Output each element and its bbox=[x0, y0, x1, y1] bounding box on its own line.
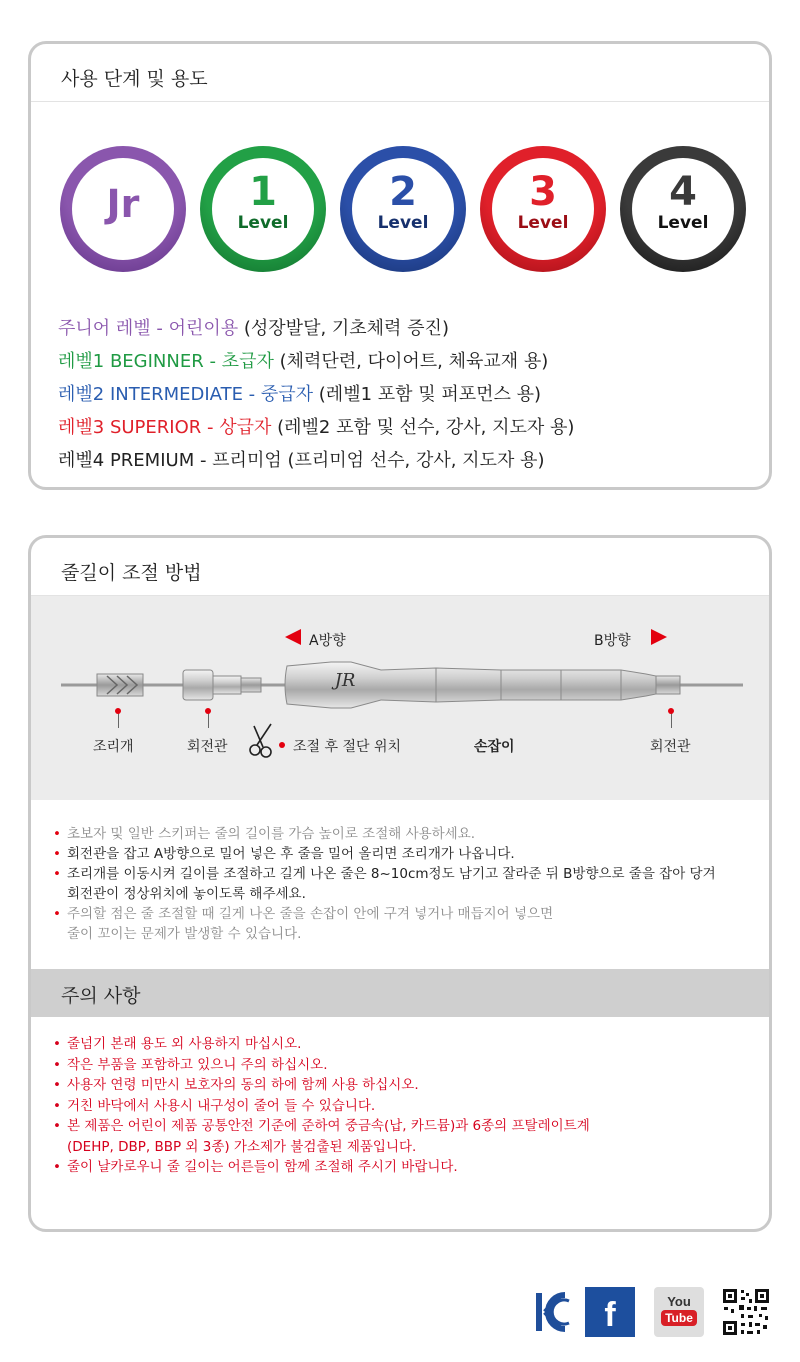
warning-item: (DEHP, DBP, BBP 외 3종) 가소제가 불검출된 제품입니다. bbox=[67, 1138, 417, 1155]
warning-item: • 거친 바닥에서 사용시 내구성이 줄어 들 수 있습니다. bbox=[53, 1096, 590, 1117]
badge-number: 2 bbox=[389, 169, 417, 215]
cut-position-label: 조절 후 절단 위치 bbox=[293, 739, 402, 755]
swivel-left-marker bbox=[205, 708, 211, 714]
swivel-left-label: 회전관 bbox=[187, 739, 228, 755]
level-desc-line bbox=[58, 444, 574, 477]
level-badges bbox=[57, 119, 747, 269]
badge-arc-path-text: Intermediate bbox=[363, 227, 443, 257]
stopper-part bbox=[97, 674, 143, 696]
warnings-title: 주의 사항 bbox=[31, 969, 769, 1017]
badge-level-text: Level bbox=[377, 213, 429, 233]
badge-arc bbox=[480, 146, 606, 272]
handle-logo: JR bbox=[334, 670, 356, 691]
badge-number: 3 bbox=[529, 169, 557, 215]
level-badge bbox=[200, 146, 326, 272]
length-title: 줄길이 조절 방법 bbox=[31, 538, 769, 596]
badge-number: 1 bbox=[249, 169, 277, 215]
level-badge bbox=[620, 146, 746, 272]
level-desc-label: 레벨4 PREMIUM - 프리미엄 bbox=[58, 450, 282, 471]
adjust-note: • 초보자 및 일반 스키퍼는 줄의 길이를 가슴 높이로 조절해 사용하세요. bbox=[53, 824, 716, 844]
scissors-icon bbox=[250, 724, 271, 757]
badge-arc-path-text: Beginner bbox=[226, 229, 300, 258]
badge-arc-text bbox=[226, 229, 300, 257]
direction-b-label: B방향 bbox=[594, 633, 631, 649]
levels-title: 사용 단계 및 용도 bbox=[31, 44, 769, 102]
badge-number: 4 bbox=[669, 169, 697, 215]
level-desc-usage: (체력단련, 다이어트, 체육교재 용) bbox=[273, 351, 549, 372]
arrow-left-icon bbox=[285, 629, 301, 645]
badge-level-text: Level bbox=[657, 213, 709, 233]
level-desc-line bbox=[58, 411, 574, 444]
usage-levels-card bbox=[28, 41, 772, 490]
youtube-top-text: You bbox=[667, 1294, 691, 1309]
level-desc-label: 주니어 레벨 - 어린이용 bbox=[58, 318, 239, 339]
level-desc-label: 레벨2 INTERMEDIATE - 중급자 bbox=[58, 384, 314, 405]
swivel-right-label: 회전관 bbox=[650, 739, 691, 755]
badge-level-text: Level bbox=[237, 213, 289, 233]
warning-item: • 사용자 연령 미만시 보호자의 동의 하에 함께 사용 하십시오. bbox=[53, 1075, 590, 1096]
level-descriptions bbox=[58, 312, 574, 477]
direction-a-label: A방향 bbox=[309, 633, 346, 649]
badge-arc-path-text: Junior bbox=[95, 234, 151, 258]
swivel-left-part bbox=[183, 670, 261, 700]
level-desc-line bbox=[58, 378, 574, 411]
badge-arc-text bbox=[508, 230, 579, 257]
level-desc-label: 레벨3 SUPERIOR - 상급자 bbox=[58, 417, 272, 438]
badge-arc-path-text: Premium bbox=[646, 229, 720, 258]
badge-arc bbox=[340, 146, 466, 272]
handle-label: 손잡이 bbox=[474, 739, 515, 755]
stopper-label: 조리개 bbox=[93, 739, 134, 755]
adjust-note: • 조리개를 이동시켜 길이를 조절하고 길게 나온 줄은 8~10cm정도 남기고 잘라준 뒤 B방향으로 줄을 잡아 당겨 bbox=[53, 864, 716, 884]
kc-mark-icon bbox=[531, 1287, 581, 1337]
adjust-note: 줄이 꼬이는 문제가 발생할 수 있습니다. bbox=[67, 926, 302, 942]
level-desc-usage: (프리미엄 선수, 강사, 지도자 용) bbox=[281, 450, 545, 471]
warning-item: • 줄이 날카로우니 줄 길이는 어른들이 함께 조절해 주시기 바랍니다. bbox=[53, 1157, 590, 1178]
facebook-icon[interactable] bbox=[585, 1287, 635, 1337]
level-desc-usage: (레벨2 포함 및 선수, 강사, 지도자 용) bbox=[271, 417, 575, 438]
warnings-list bbox=[53, 1034, 590, 1178]
stopper-marker bbox=[115, 708, 121, 714]
badge-arc-text bbox=[647, 230, 720, 258]
warning-item: • 줄넘기 본래 용도 외 사용하지 마십시오. bbox=[53, 1034, 590, 1055]
badge-arc-path-text: Superior bbox=[507, 230, 579, 258]
level-badge bbox=[340, 146, 466, 272]
cut-marker bbox=[279, 742, 285, 748]
level-badge bbox=[480, 146, 606, 272]
level-desc-line bbox=[58, 345, 574, 378]
adjust-note: • 회전관을 잡고 A방향으로 밀어 넣은 후 줄을 밀어 올리면 조리개가 나옵니다. bbox=[53, 844, 716, 864]
level-desc-usage: (성장발달, 기초체력 증진) bbox=[238, 318, 449, 339]
level-desc-label: 레벨1 BEGINNER - 초급자 bbox=[58, 351, 274, 372]
badge-arc-text bbox=[96, 235, 150, 257]
youtube-bottom-text: Tube bbox=[661, 1310, 697, 1326]
level-desc-usage: (레벨1 포함 및 퍼포먼스 용) bbox=[313, 384, 542, 405]
youtube-icon[interactable] bbox=[654, 1287, 704, 1337]
qr-code-icon[interactable] bbox=[721, 1287, 771, 1337]
adjust-note: • 주의할 점은 줄 조절할 때 길게 나온 줄을 손잡이 안에 구겨 넣거나 매듭지어 넣으면 bbox=[53, 904, 716, 924]
badge-arc bbox=[60, 146, 186, 272]
level-desc-line bbox=[58, 312, 574, 345]
level-badge bbox=[60, 146, 186, 272]
badge-arc bbox=[620, 146, 746, 272]
facebook-glyph: f bbox=[604, 1296, 616, 1334]
badge-number: Jr bbox=[106, 182, 140, 226]
arrow-right-icon bbox=[651, 629, 667, 645]
warning-item: • 작은 부품을 포함하고 있으니 주의 하십시오. bbox=[53, 1055, 590, 1076]
adjust-note: 회전관이 정상위치에 놓이도록 해주세요. bbox=[67, 886, 306, 902]
badge-arc bbox=[200, 146, 326, 272]
handle-part bbox=[285, 662, 680, 708]
length-adjust-card bbox=[28, 535, 772, 1232]
badge-arc-text bbox=[363, 228, 442, 257]
rope-handle-illustration bbox=[31, 596, 769, 800]
rope-diagram bbox=[31, 596, 769, 800]
adjust-notes bbox=[53, 824, 716, 944]
swivel-right-marker bbox=[668, 708, 674, 714]
warning-item: • 본 제품은 어린이 제품 공통안전 기준에 준하여 중금속(납, 카드뮴)과 6종의 프탈레이트계 bbox=[53, 1116, 590, 1137]
badge-level-text: Level bbox=[517, 213, 569, 233]
